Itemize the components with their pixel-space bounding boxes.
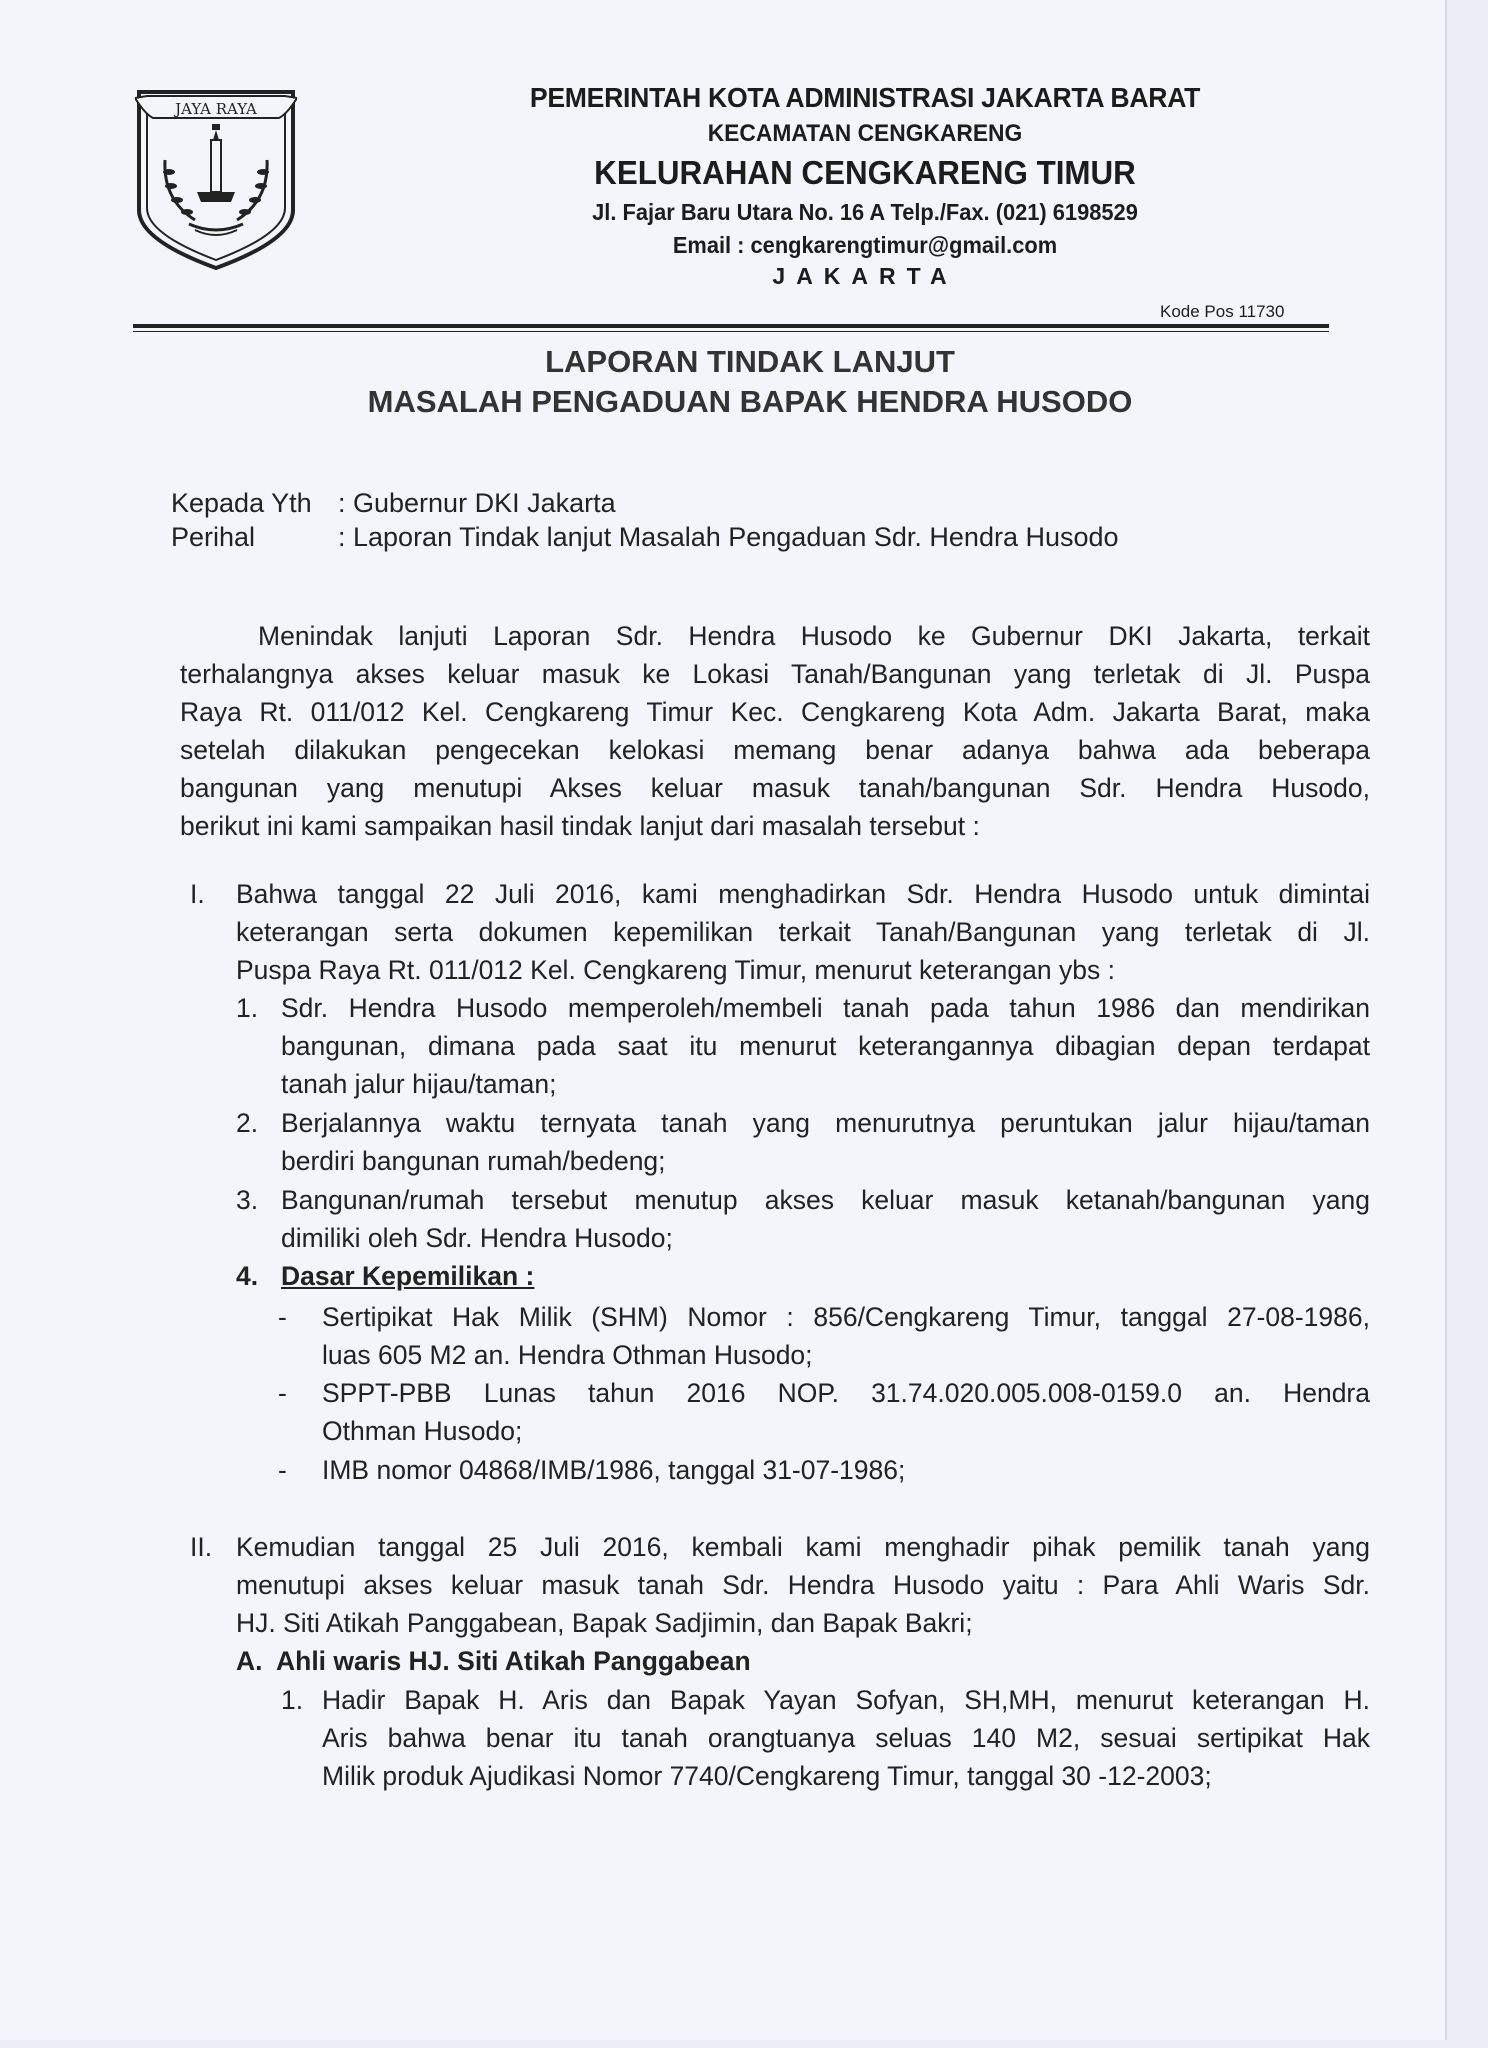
bullet-line: luas 605 M2 an. Hendra Othman Husodo; xyxy=(322,1340,813,1370)
bullet-line: SPPT-PBB Lunas tahun 2016 NOP. 31.74.020.005.008-0159.0 an. Hendra xyxy=(322,1378,1370,1408)
section-2-line: Kemudian tanggal 25 Juli 2016, kembali kami menghadir pihak pemilik tanah yang xyxy=(236,1532,1370,1562)
jakarta-coat-of-arms-logo xyxy=(135,90,297,270)
bullet-imb: IMB nomor 04868/IMB/1986, tanggal 31-07-1986; xyxy=(322,1455,906,1485)
sub-a-item-1-line: Aris bahwa benar itu tanah orangtuanya seluas 140 M2, sesuai sertipikat Hak xyxy=(322,1723,1370,1753)
item-3-number: 3. xyxy=(236,1185,259,1215)
letterhead-city: JAKARTA xyxy=(772,263,958,289)
intro-line: terhalangnya akses keluar masuk ke Lokasi Tanah/Bangunan yang terletak di Jl. Puspa xyxy=(180,659,1370,689)
intro-line: setelah dilakukan pengecekan kelokasi memang benar adanya bahwa ada beberapa xyxy=(180,735,1370,765)
letterhead-rule-thick xyxy=(133,324,1329,328)
letterhead-rule-thin xyxy=(133,331,1329,332)
addressee-value: : Gubernur DKI Jakarta xyxy=(338,488,616,518)
section-1-line: Bahwa tanggal 22 Juli 2016, kami menghadirkan Sdr. Hendra Husodo untuk dimintai xyxy=(236,879,1370,909)
section-2-line: HJ. Siti Atikah Panggabean, Bapak Sadjimin, dan Bapak Bakri; xyxy=(236,1608,973,1638)
item-1-line: bangunan, dimana pada saat itu menurut keterangannya dibagian depan terdapat xyxy=(281,1031,1370,1061)
item-3-line: dimiliki oleh Sdr. Hendra Husodo; xyxy=(281,1223,673,1253)
bullet-line: Othman Husodo; xyxy=(322,1416,523,1446)
sub-a-item-1-text xyxy=(322,1682,1370,1796)
section-2-numeral: II. xyxy=(190,1532,213,1562)
intro-line: bangunan yang menutupi Akses keluar masuk tanah/bangunan Sdr. Hendra Husodo, xyxy=(180,773,1370,803)
section-1-numeral: I. xyxy=(190,879,205,909)
bullet-dash: - xyxy=(278,1455,287,1485)
section-1-line: Puspa Raya Rt. 011/012 Kel. Cengkareng Timur, menurut keterangan ybs : xyxy=(236,955,1115,985)
section-2-line: menutupi akses keluar masuk tanah Sdr. Hendra Husodo yaitu : Para Ahli Waris Sdr. xyxy=(236,1570,1370,1600)
intro-line: Raya Rt. 011/012 Kel. Cengkareng Timur Kec. Cengkareng Kota Adm. Jakarta Barat, maka xyxy=(180,697,1370,727)
title-line-1: LAPORAN TINDAK LANJUT xyxy=(545,344,955,379)
item-1-line: tanah jalur hijau/taman; xyxy=(281,1069,557,1099)
addressee-label: Kepada Yth xyxy=(171,488,312,518)
bullet-dash: - xyxy=(278,1378,287,1408)
document-title xyxy=(200,342,1300,422)
letterhead-district: KECAMATAN CENGKARENG xyxy=(707,120,1023,147)
section-1-text xyxy=(236,876,1370,990)
item-4-heading: Dasar Kepemilikan : xyxy=(281,1261,535,1291)
letterhead-government: PEMERINTAH KOTA ADMINISTRASI JAKARTA BARAT xyxy=(529,82,1201,113)
item-2-number: 2. xyxy=(236,1108,259,1138)
item-1-number: 1. xyxy=(236,993,259,1023)
item-2-text xyxy=(281,1105,1370,1181)
bullet-line: Sertipikat Hak Milik (SHM) Nomor : 856/Cengkareng Timur, tanggal 27-08-1986, xyxy=(322,1302,1370,1332)
sub-a-item-1-line: Hadir Bapak H. Aris dan Bapak Yayan Sofyan, SH,MH, menurut keterangan H. xyxy=(322,1685,1370,1715)
item-3-line: Bangunan/rumah tersebut menutup akses keluar masuk ketanah/bangunan yang xyxy=(281,1185,1370,1215)
letterhead-village: KELURAHAN CENGKARENG TIMUR xyxy=(594,154,1136,191)
letterhead xyxy=(400,84,1330,288)
intro-line: berikut ini kami sampaikan hasil tindak lanjut dari masalah tersebut : xyxy=(180,811,980,841)
letterhead-address: Jl. Fajar Baru Utara No. 16 A Telp./Fax. (021) 6198529 xyxy=(592,199,1138,225)
postal-code: Kode Pos 11730 xyxy=(1160,302,1285,321)
item-2-line: Berjalannya waktu ternyata tanah yang menurutnya peruntukan jalur hijau/taman xyxy=(281,1108,1370,1138)
sub-a-item-1-line: Milik produk Ajudikasi Nomor 7740/Cengkareng Timur, tanggal 30 -12-2003; xyxy=(322,1761,1212,1791)
letterhead-email: Email : cengkarengtimur@gmail.com xyxy=(672,232,1058,258)
item-2-line: berdiri bangunan rumah/bedeng; xyxy=(281,1146,666,1176)
intro-first-line-wrap xyxy=(258,618,1370,654)
intro-line: Menindak lanjuti Laporan Sdr. Hendra Husodo ke Gubernur DKI Jakarta, terkait xyxy=(258,621,1370,651)
item-1-line: Sdr. Hendra Husodo memperoleh/membeli tanah pada tahun 1986 dan mendirikan xyxy=(281,993,1370,1023)
subject-label: Perihal xyxy=(171,522,256,552)
bullet-dash: - xyxy=(278,1302,287,1332)
item-3-text xyxy=(281,1182,1370,1258)
section-2-text xyxy=(236,1529,1370,1643)
intro-paragraph xyxy=(180,656,1370,846)
logo-banner-text: JAYA RAYA xyxy=(175,100,257,118)
item-4-number: 4. xyxy=(236,1261,259,1291)
bullet-shm xyxy=(322,1299,1370,1375)
subject-value: : Laporan Tindak lanjut Masalah Pengaduan Sdr. Hendra Husodo xyxy=(338,522,1119,552)
section-1-line: keterangan serta dokumen kepemilikan terkait Tanah/Bangunan yang terletak di Jl. xyxy=(236,917,1370,947)
sub-a-heading: Ahli waris HJ. Siti Atikah Panggabean xyxy=(276,1646,751,1676)
item-1-text xyxy=(281,990,1370,1104)
title-line-2: MASALAH PENGADUAN BAPAK HENDRA HUSODO xyxy=(367,384,1133,419)
sub-a-label: A. xyxy=(236,1646,263,1676)
bullet-sppt xyxy=(322,1375,1370,1451)
sub-a-item-1-number: 1. xyxy=(281,1685,304,1715)
